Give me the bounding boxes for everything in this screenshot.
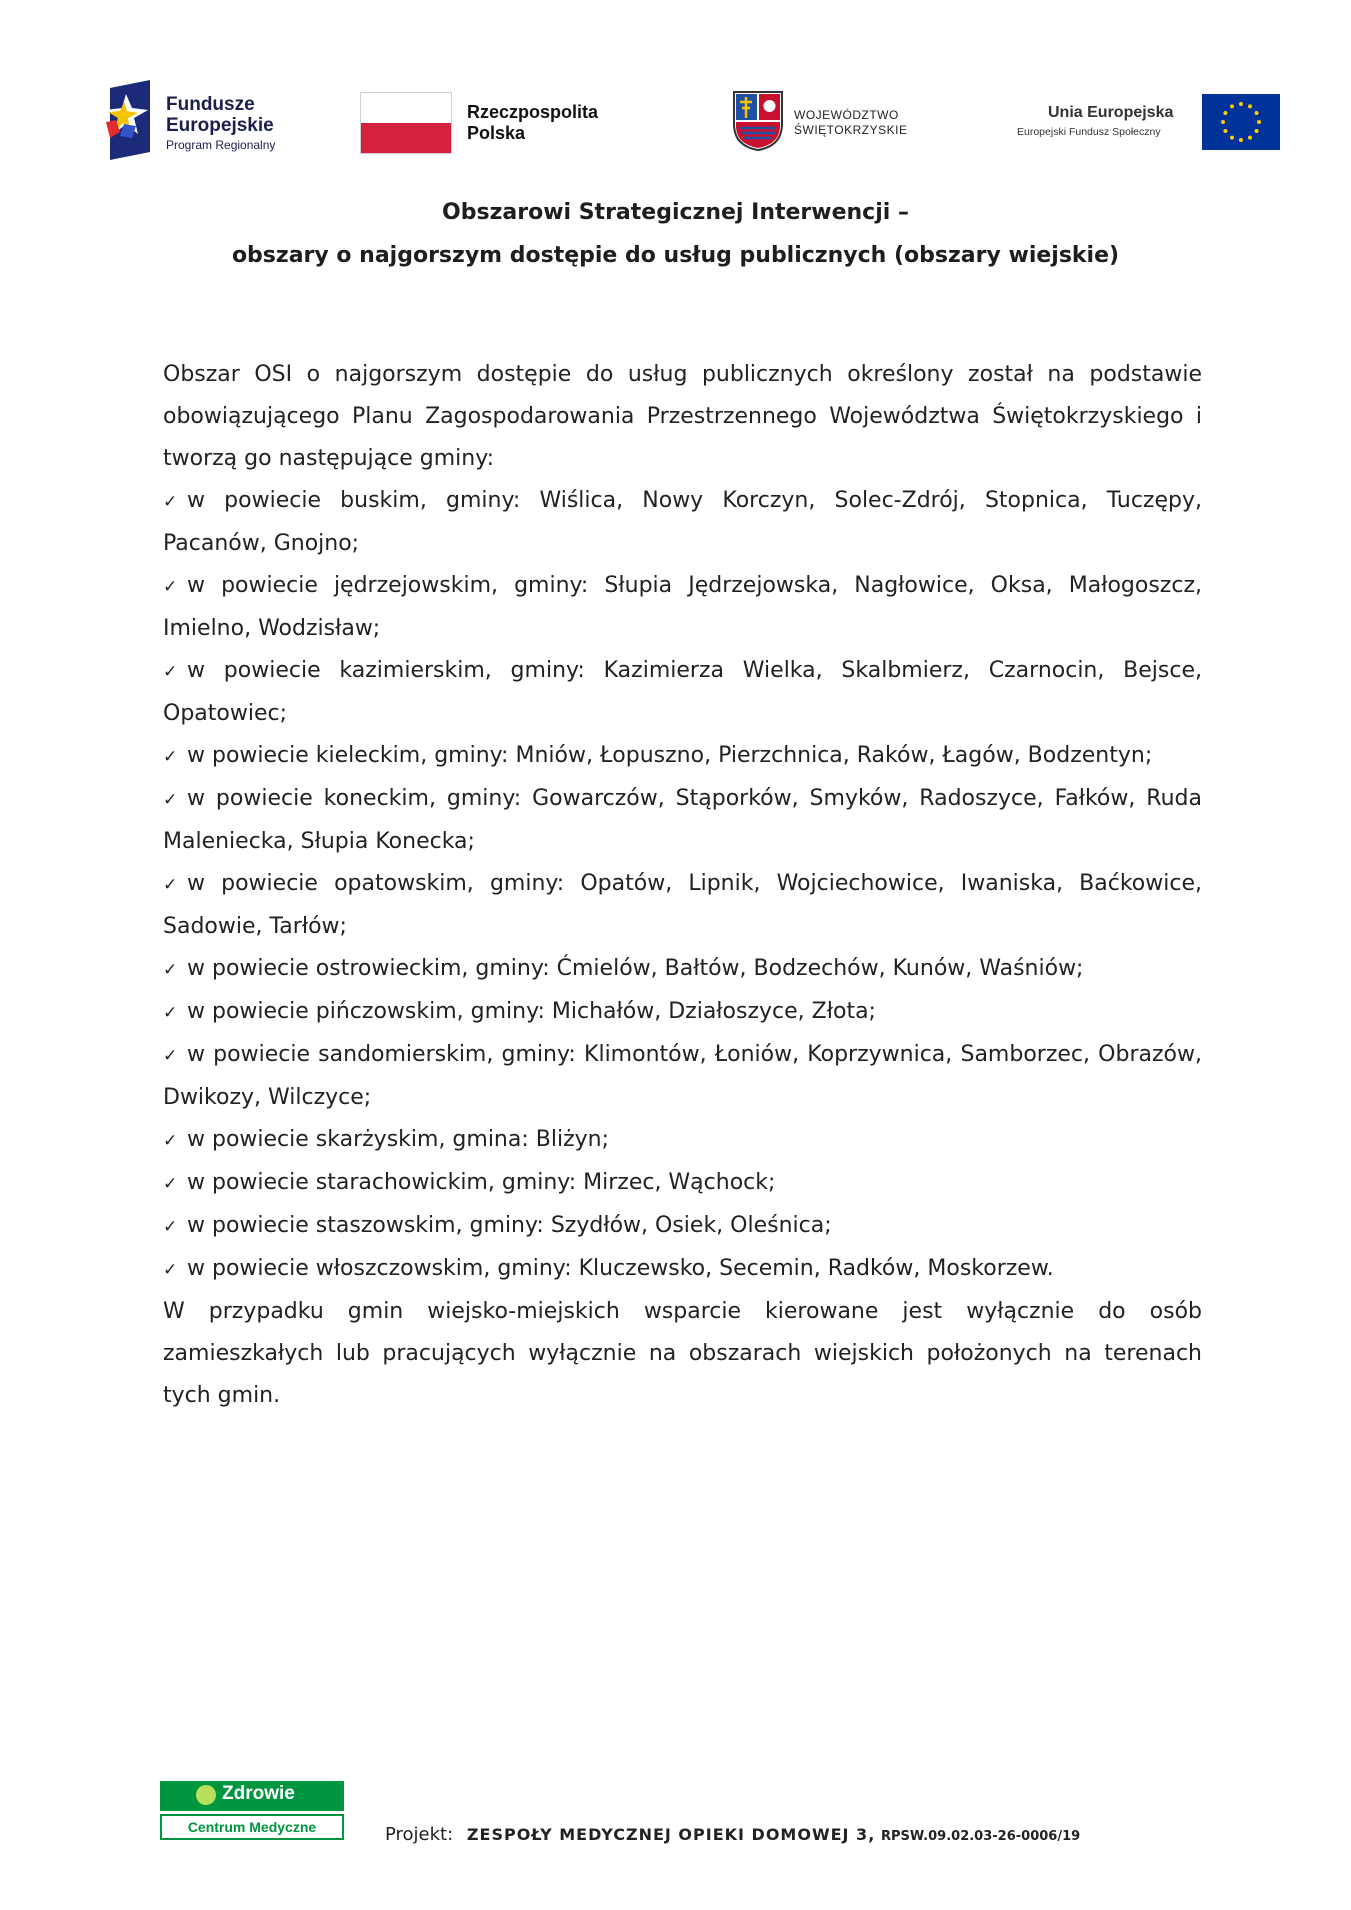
heart-icon <box>196 1785 216 1805</box>
eu-star-icon <box>1223 111 1227 115</box>
check-icon: ✓ <box>163 875 178 895</box>
list-item: ✓ w powiecie sandomierskim, gminy: Klimontów, Łoniów, Koprzywnica, Samborzec, Obrazów, Dwikozy, Wilczyce; <box>163 1034 1202 1119</box>
eu-star-icon <box>1257 120 1261 124</box>
check-icon: ✓ <box>163 1217 178 1237</box>
list-item: ✓ w powiecie pińczowskim, gminy: Michałów, Działoszyce, Złota; <box>163 991 1202 1034</box>
eu-star-icon <box>1248 104 1252 108</box>
list-item: ✓ w powiecie kieleckim, gminy: Mniów, Łopuszno, Pierzchnica, Raków, Łagów, Bodzentyn; <box>163 735 1202 778</box>
fe-subtitle: Program Regionalny <box>166 138 276 152</box>
list-item: ✓ w powiecie kazimierskim, gminy: Kazimierza Wielka, Skalbmierz, Czarnocin, Bejsce, Opatowiec; <box>163 650 1202 735</box>
zdrowie-centrum-medyczne-logo <box>160 1781 344 1839</box>
list-item: ✓ w powiecie koneckim, gminy: Gowarczów, Stąporków, Smyków, Radoszyce, Fałków, Ruda Maleniecka, Słupia Konecka; <box>163 778 1202 863</box>
fe-title: Fundusze Europejskie <box>166 94 274 136</box>
polish-flag-icon <box>360 92 452 154</box>
check-icon: ✓ <box>163 1046 178 1066</box>
eu-star-icon <box>1239 138 1243 142</box>
eu-star-icon <box>1239 102 1243 106</box>
check-icon: ✓ <box>163 492 178 512</box>
list-item: ✓ w powiecie ostrowieckim, gminy: Ćmielów, Bałtów, Bodzechów, Kunów, Waśniów; <box>163 948 1202 991</box>
fundusze-europejskie-logo <box>106 80 306 162</box>
check-icon: ✓ <box>163 1131 178 1151</box>
eu-star-icon <box>1230 104 1234 108</box>
ue-subtitle: Europejski Fundusz Społeczny <box>1017 126 1161 138</box>
intro-paragraph: Obszar OSI o najgorszym dostępie do usług publicznych określony został na podstawie obowiązującego Planu Zagospodarowania Przestrzennego Województwa Świętokrzyskiego i tworzą go następujące gminy: <box>163 362 1202 471</box>
eu-star-icon <box>1255 129 1259 133</box>
check-icon: ✓ <box>163 1174 178 1194</box>
eu-star-icon <box>1230 136 1234 140</box>
list-item: ✓ w powiecie włoszczowskim, gminy: Kluczewsko, Secemin, Radków, Moskorzew. <box>163 1248 1202 1291</box>
list-item: ✓ w powiecie staszowskim, gminy: Szydłów, Osiek, Oleśnica; <box>163 1205 1202 1248</box>
check-icon: ✓ <box>163 747 178 767</box>
check-icon: ✓ <box>163 662 178 682</box>
check-icon: ✓ <box>163 1260 178 1280</box>
project-label: Projekt: <box>385 1824 454 1845</box>
project-footer <box>385 1824 1080 1845</box>
eu-star-icon <box>1221 120 1225 124</box>
list-item: ✓ w powiecie buskim, gminy: Wiślica, Nowy Korczyn, Solec-Zdrój, Stopnica, Tuczępy, Pacanów, Gnojno; <box>163 480 1202 565</box>
document-body <box>163 354 1202 1417</box>
unia-europejska-logo <box>1012 94 1282 152</box>
rzeczpospolita-polska-logo <box>360 92 640 154</box>
document-title-line1: Obszarowi Strategicznej Interwencji – <box>442 200 909 225</box>
eu-flag-icon <box>1202 94 1280 150</box>
list-item: ✓ w powiecie jędrzejowskim, gminy: Słupia Jędrzejowska, Nagłowice, Oksa, Małogoszcz, Imielno, Wodzisław; <box>163 565 1202 650</box>
list-item: ✓ w powiecie opatowskim, gminy: Opatów, Lipnik, Wojciechowice, Iwaniska, Baćkowice, Sadowie, Tarłów; <box>163 863 1202 948</box>
wojewodztwo-swietokrzyskie-logo <box>732 90 932 156</box>
rp-title: Rzeczpospolita Polska <box>467 102 599 143</box>
project-code: RPSW.09.02.03-26-0006/19 <box>881 1829 1081 1844</box>
document-title-line2: obszary o najgorszym dostępie do usług publicznych (obszary wiejskie) <box>231 243 1120 268</box>
eu-star-icon <box>1248 136 1252 140</box>
check-icon: ✓ <box>163 577 178 597</box>
check-icon: ✓ <box>163 790 178 810</box>
eu-star-icon <box>1255 111 1259 115</box>
ue-title: Unia Europejska <box>1048 104 1174 121</box>
closing-paragraph: W przypadku gmin wiejsko-miejskich wsparcie kierowane jest wyłącznie do osób zamieszkałych lub pracujących wyłącznie na obszarach wiejskich położonych na terenach tych gmin. <box>163 1299 1202 1408</box>
coat-of-arms-icon <box>732 90 784 152</box>
fe-star-icon <box>106 80 158 162</box>
list-item: ✓ w powiecie starachowickim, gminy: Mirzec, Wąchock; <box>163 1162 1202 1205</box>
ws-title: WOJEWÓDZTWO ŚWIĘTOKRZYSKIE <box>794 108 908 137</box>
zdrowie-logo-subtitle: Centrum Medyczne <box>160 1814 344 1840</box>
list-item: ✓ w powiecie skarżyskim, gmina: Bliżyn; <box>163 1119 1202 1162</box>
project-name: ZESPOŁY MEDYCZNEJ OPIEKI DOMOWEJ 3, <box>466 1825 876 1844</box>
check-icon: ✓ <box>163 960 178 980</box>
eu-star-icon <box>1223 129 1227 133</box>
check-icon: ✓ <box>163 1003 178 1023</box>
zdrowie-logo-title: Zdrowie <box>222 1783 295 1804</box>
